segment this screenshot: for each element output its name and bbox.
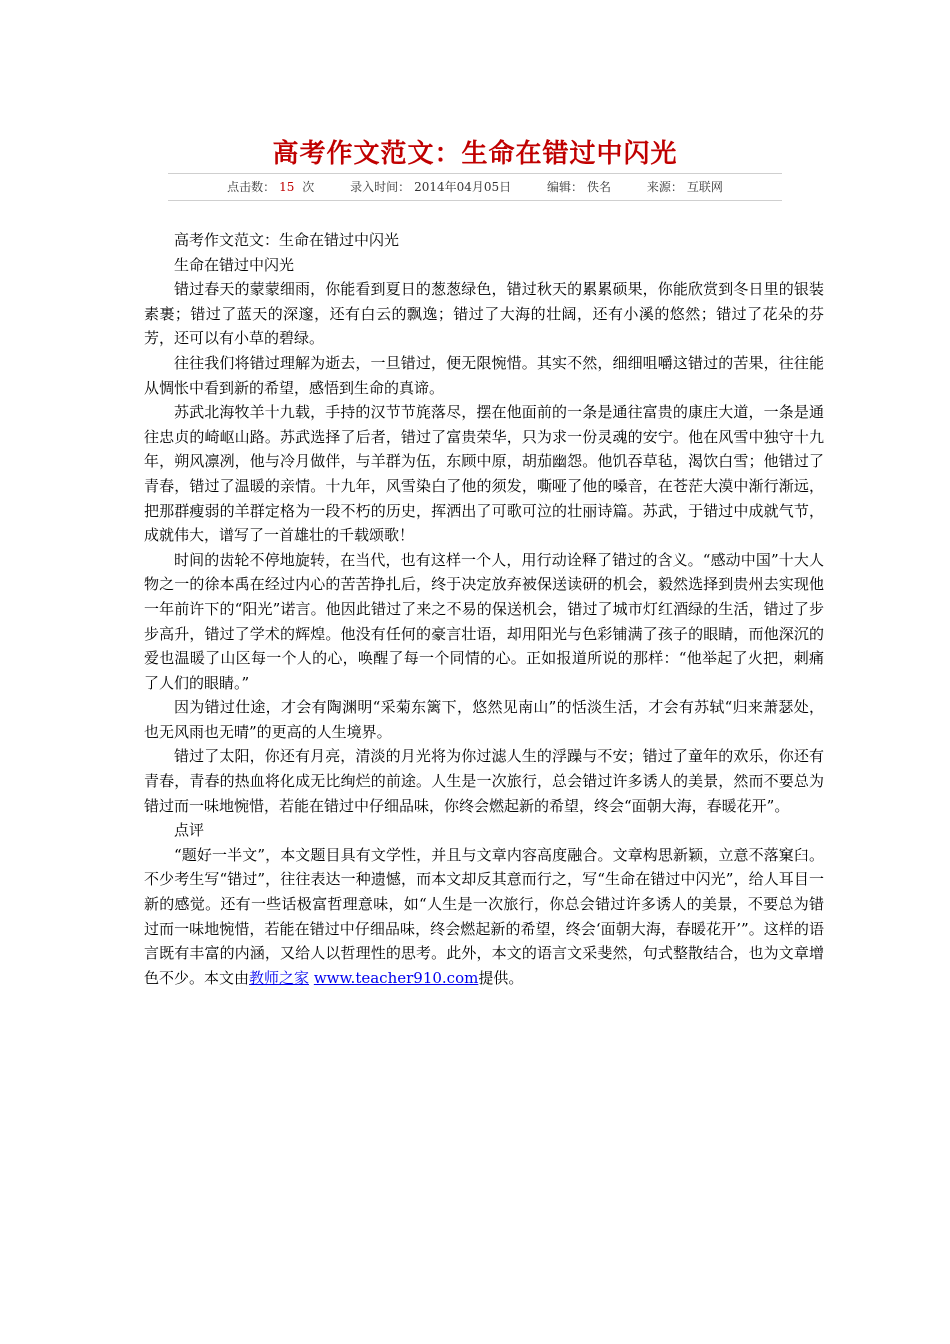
paragraph-3: 苏武北海牧羊十九载，手持的汉节节旄落尽，摆在他面前的一条是通往富贵的康庄大道，一条是通往忠贞的崎岖山路。苏武选择了后者，错过了富贵荣华，只为求一份灵魂的安宁。他在风雪中独守十九年，朔风凛冽，他与冷月做伴，与羊群为伍，东顾中原，胡茄幽怨。他饥吞草毡，渴饮白雪；他错过了青春，错过了温暖的亲情。十九年，风雪染白了他的须发，嘶哑了他的嗓音，在苍茫大漠中渐行渐远，把那群瘦弱的羊群定格为一段不朽的历史，挥洒出了可歌可泣的壮丽诗篇。苏武，于错过中成就气节，成就伟大，谱写了一首雄壮的千载颂歌！ (144, 403, 824, 545)
article-subheading: 生命在错过中闪光 (174, 255, 295, 274)
entry-time-value: 2014年04月05日 (414, 180, 512, 194)
comment-text: “题好一半文”，本文题目具有文学性，并且与文章内容高度融合。文章构思新颖，立意不落窠臼。不少考生写“错过”，往往表达一种遗憾，而本文却反其意而行之，写“生命在错过中闪光”，给人耳目一新的感觉。还有一些话极富哲理意味，如“人生是一次旅行，你总会错过许多诱人的美景，不要总为错过而一味地惋惜，若能在错过中仔细品味，终会燃起新的希望，终会‘面朝大海，春暖花开’”。这样的语言既有丰富的内涵，又给人以哲理性的思考。此外，本文的语言文采斐然，句式整散结合，也为文章增色不少。本文由 (144, 845, 824, 987)
clicks-unit: 次 (302, 180, 315, 194)
source-value: 互联网 (686, 180, 723, 194)
editor-label: 编辑： (547, 180, 584, 194)
site-url-link[interactable]: www.teacher910.com (313, 968, 479, 987)
paragraph-4: 时间的齿轮不停地旋转，在当代，也有这样一个人，用行动诠释了错过的含义。“感动中国”十大人物之一的徐本禹在经过内心的苦苦挣扎后，终于决定放弃被保送读研的机会，毅然选择到贵州去实现他一年前许下的“阳光”诺言。他因此错过了来之不易的保送机会，错过了城市灯红酒绿的生活，错过了步步高升，错过了学术的辉煌。他没有任何的豪言壮语，却用阳光与色彩铺满了孩子的眼睛，而他深沉的爱也温暖了山区每一个人的心，唤醒了每一个同情的心。正如报道所说的那样：“他举起了火把，刺痛了人们的眼睛。” (144, 550, 824, 692)
article-meta-bar (168, 173, 782, 201)
site-name-link[interactable]: 教师之家 (249, 968, 310, 987)
paragraph-2: 往往我们将错过理解为逝去，一旦错过，便无限惋惜。其实不然，细细咀嚼这错过的苦果，往往能从惆怅中看到新的希望，感悟到生命的真谛。 (144, 353, 824, 397)
source-label: 来源： (646, 180, 683, 194)
article-heading-line: 高考作文范文：生命在错过中闪光 (174, 231, 400, 249)
paragraph-5: 因为错过仕途，才会有陶渊明“采菊东篱下，悠然见南山”的恬淡生活，才会有苏轼“归来萧瑟处，也无风雨也无晴”的更高的人生境界。 (144, 698, 824, 741)
paragraph-6: 错过了太阳，你还有月亮，清淡的月光将为你过滤人生的浮躁与不安；错过了童年的欢乐，你还有青春，青春的热血将化成无比绚烂的前途。人生是一次旅行，总会错过许多诱人的美景，然而不要总为错过而一味地惋惜，若能在错过中仔细品味，你终会燃起新的希望，终会“面朝大海，春暖花开”。 (144, 747, 824, 815)
closing-text: 提供。 (478, 968, 524, 987)
clicks-count: 15 (279, 180, 295, 194)
entry-time-label: 录入时间： (350, 180, 411, 194)
paragraph-1: 错过春天的蒙蒙细雨，你能看到夏日的葱葱绿色，错过秋天的累累硕果，你能欣赏到冬日里的银装素裹；错过了蓝天的深邃，还有白云的飘逸；错过了大海的壮阔，还有小溪的悠然；错过了花朵的芬芳，还可以有小草的碧绿。 (144, 280, 824, 348)
page-title: 高考作文范文：生命在错过中闪光 (272, 139, 678, 169)
article-body (144, 228, 824, 990)
editor-value: 佚名 (587, 180, 612, 194)
comment-paragraph (144, 843, 824, 991)
clicks-label: 点击数： (227, 180, 276, 194)
comment-label: 点评 (174, 821, 205, 840)
